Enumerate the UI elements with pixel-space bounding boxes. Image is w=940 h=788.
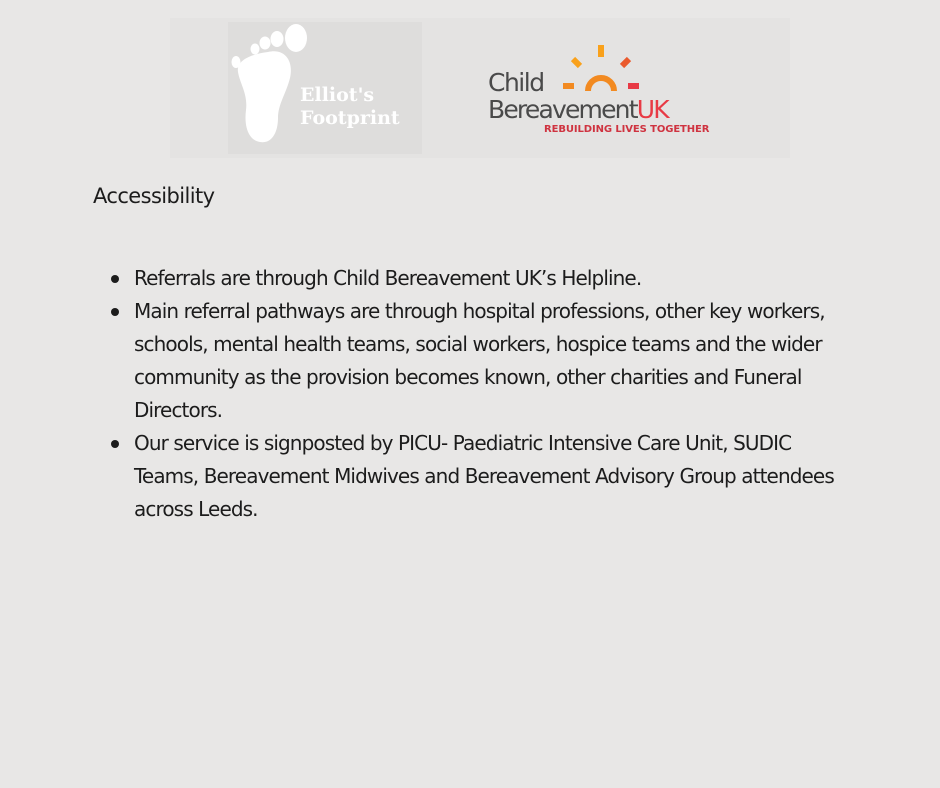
bullet-dot-icon <box>111 440 119 448</box>
elliots-footprint-wordmark <box>300 84 400 130</box>
logo-banner <box>170 18 790 158</box>
list-item-text: Main referral pathways are through hospital professions, other key workers, schools, mental health teams, social workers, hospice teams and the wider community as the provision becomes known, other charities and Funeral Directors. <box>134 299 825 422</box>
cb-bereavement-wordmark <box>488 96 668 124</box>
bullet-dot-icon <box>111 275 119 283</box>
cb-child-word: Child <box>488 68 544 97</box>
cb-bereavement-word: Bereavement <box>488 95 637 124</box>
bullet-list <box>93 262 853 526</box>
bullet-dot-icon <box>111 308 119 316</box>
list-item-text: Referrals are through Child Bereavement UK’s Helpline. <box>134 266 642 290</box>
child-bereavement-uk-logo <box>486 42 716 142</box>
footprint-icon <box>228 22 308 154</box>
elliots-footprint-logo <box>228 22 422 154</box>
cb-tagline: REBUILDING LIVES TOGETHER <box>544 124 710 135</box>
list-item <box>93 262 853 295</box>
list-item-text: Our service is signposted by PICU- Paediatric Intensive Care Unit, SUDIC Teams, Bereavement Midwives and Bereavement Advisory Group attendees across Leeds. <box>134 431 834 521</box>
cb-uk-word: UK <box>636 95 668 124</box>
elliots-footprint-line1: Elliot's <box>300 84 375 106</box>
list-item <box>93 295 853 427</box>
elliots-footprint-line2: Footprint <box>300 107 400 129</box>
list-item <box>93 427 853 526</box>
section-heading: Accessibility <box>93 184 215 208</box>
